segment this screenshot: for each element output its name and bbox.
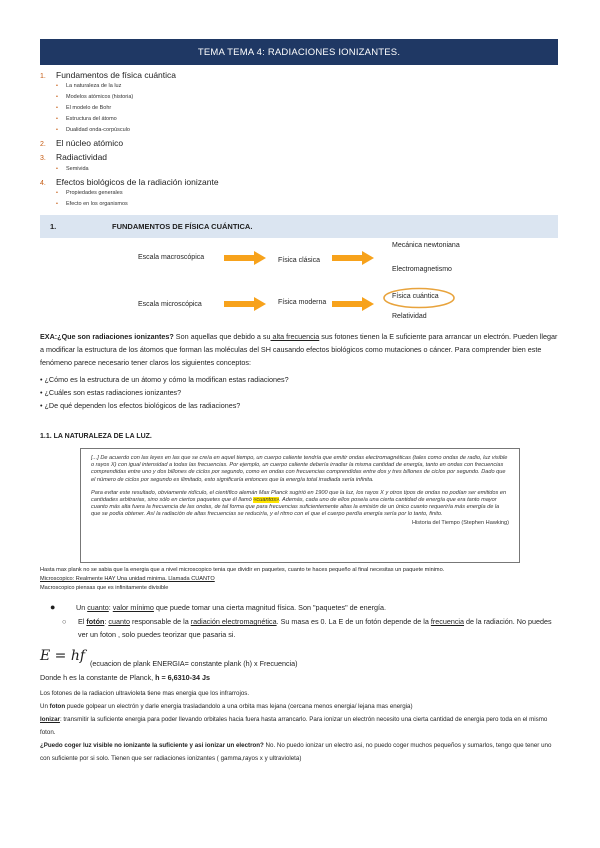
note-line: Microscopico: Realmente HAY Una unidad minima. Llamada CUANTO — [40, 576, 215, 582]
note-line: Hasta max plank no se sabia que la energia que a nivel microscopico tenia que dividir en paquetes, cuanto te haces pequeño al final necesitas un paquete minimo. — [40, 567, 445, 573]
exa-paragraph: EXA:¿Que son radiaciones ionizantes? Son aquellas que debido a su alta frecuencia sus fotones tienen la E suficiente para arrancar un electrón. Pueden llegar a modificar la estructura de los átomos que forman las moléculas del SH causando efectos biológicos como mutaciones o cáncer. Para comprender bien este fenómeno parece necesario tener claros los siguientes conceptos: — [40, 332, 558, 367]
arrow-right-icon — [332, 297, 374, 311]
text-line: Un foton puede golpear un electrón y darle energia trasladandolo a una orbita mas lejana (cercana menos energia/ lejana mas energia) — [40, 703, 413, 710]
toc-subitem: • La naturaleza de la luz — [56, 83, 122, 89]
diagram-label-macro: Escala macroscópica — [138, 254, 205, 261]
diagram-label-newton: Mecánica newtoniana — [392, 242, 460, 249]
page-title: TEMA TEMA 4: RADIACIONES IONIZANTES. — [40, 39, 558, 65]
diagram-label-clasica: Física clásica — [278, 257, 321, 264]
diagram-label-moderna: Física moderna — [278, 299, 327, 306]
text-line: Los fotones de la radiacion ultravioleta tiene mas energia que los infrarrojos. — [40, 690, 250, 697]
section-title: FUNDAMENTOS DE FÍSICA CUÁNTICA. — [112, 222, 253, 231]
subsection-title: 1.1. LA NATURALEZA DE LA LUZ. — [40, 433, 152, 440]
diagram-label-electro: Electromagnetismo — [392, 266, 452, 273]
quote-box — [80, 448, 520, 563]
quote-citation: Historia del Tiempo (Stephen Hawking) — [411, 519, 509, 526]
arrow-right-icon — [224, 251, 266, 265]
section-header — [40, 215, 558, 238]
body-text — [40, 687, 560, 765]
quote-paragraph: Para evitar este resultado, obviamente ridículo, el científico alemán Max Planck sugirió en 1900 que la luz, los rayos X y otros tipos de ondas no podían ser emitidos en cantidades arbitrarias, sino sólo en ciertos paquetes que él llamó «cuantos». Además, cada uno de ellos poseía una cierta cantidad de energía que era tanto mayor cuanto más alta fuera la frecuencia de las ondas, de tal forma que para frecuencias suficientemente altas la emisión de un único cuanto requeriría más energía de la que se podía obtener. Así la radiación de altas frecuencias se reduciría, y el ritmo con el que el cuerpo perdía energía sería por lo tanto, finito. — [91, 489, 507, 518]
quote-paragraph: [...] De acuerdo con las leyes en las que se creía en aquel tiempo, un cuerpo caliente tendría que emitir ondas electromagnéticas (tales como ondas de radio, luz visible o rayos X) con igual intensidad a todas las frecuencias. Por ejemplo, un cuerpo caliente debería irradiar la misma cantidad de energía, tanto en ondas con frecuencias comprendidas entre uno y dos billones de ciclos por segundo, como en ondas con frecuencias comprendidas entre dos y tres billones de ciclos por segundo. Dado que el número de ciclos por segundo es ilimitado, esto significaría entonces que la energía total irradiada sería infinita. — [91, 455, 508, 483]
toc-subitem: • Propiedades generales — [56, 190, 123, 196]
list-item: • ¿De qué dependen los efectos biológicos de las radiaciones? — [40, 401, 241, 410]
list-item: • ¿Cómo es la estructura de un átomo y cómo la modifican estas radiaciones? — [40, 375, 289, 384]
diagram-label-relat: Relatividad — [392, 313, 427, 320]
text-line: ¿Puedo coger luz visible no ionizante la suficiente y asi ionizar un electron? No. No puedo ionizar un electro asi, no puedo coger muchos pequeños y sumarlos, tengo que tener uno con suficiente por si solo. Tienen que ser radiaciones ionizantes ( gamma,rayos x y ultravioleta) — [40, 742, 552, 762]
section-number: 1. — [50, 222, 57, 231]
toc-subitem: • El modelo de Bohr — [56, 105, 112, 111]
bullet-cuanto: ● Un cuanto: valor mínimo que puede tomar una cierta magnitud física. Son "paquetes" de energía. — [50, 602, 386, 612]
toc-item: 3. Radiactividad — [40, 152, 108, 162]
diagram-label-cuantica: Física cuántica — [392, 293, 439, 300]
physics-diagram — [120, 240, 480, 325]
arrow-right-icon — [224, 297, 266, 311]
note-line: Macroscopico piensas que es infinitamente divisible — [40, 585, 169, 591]
planck-formula: E = hf — [40, 648, 86, 664]
formula-note: (ecuacion de plank ENERGIA= constante plank (h) x Frecuencia) — [90, 659, 298, 668]
list-item: • ¿Cuáles son estas radiaciones ionizantes? — [40, 388, 182, 397]
toc-item: 1. Fundamentos de física cuántica — [40, 70, 177, 80]
bullet-foton: ○ El fotón: cuanto responsable de la radiación electromagnética. Su masa es 0. La E de un fotón depende de la frecuencia de la radiación. No puedes ver un foton , solo puedes teorizar que pasaria si. — [62, 617, 552, 639]
notes — [40, 566, 560, 593]
question-list — [40, 373, 560, 412]
toc-subitem: • Estructura del átomo — [56, 116, 117, 122]
arrow-right-icon — [332, 251, 374, 265]
text-line: Ionizar: transmitir la suficiente energia para poder llevando orbitales hacia fuera hasta arrancarlo. Para ionizar un electrón necesito una cierta cantidad de energia pero toda en el mismo foton. — [40, 716, 548, 736]
toc-item: 4. Efectos biológicos de la radiación ionizante — [40, 177, 219, 187]
toc-item: 2. El núcleo atómico — [40, 138, 124, 148]
toc-subitem: • Modelos atómicos (historia) — [56, 94, 134, 100]
toc-subitem: • Dualidad onda-corpúsculo — [56, 127, 130, 133]
diagram-label-micro: Escala microscópica — [138, 301, 202, 308]
planck-constant: Donde h es la constante de Planck, h = 6,6310-34 Js — [40, 673, 211, 682]
toc-subitem: • Semivida — [56, 166, 89, 172]
toc-subitem: • Efecto en los organismos — [56, 201, 128, 207]
